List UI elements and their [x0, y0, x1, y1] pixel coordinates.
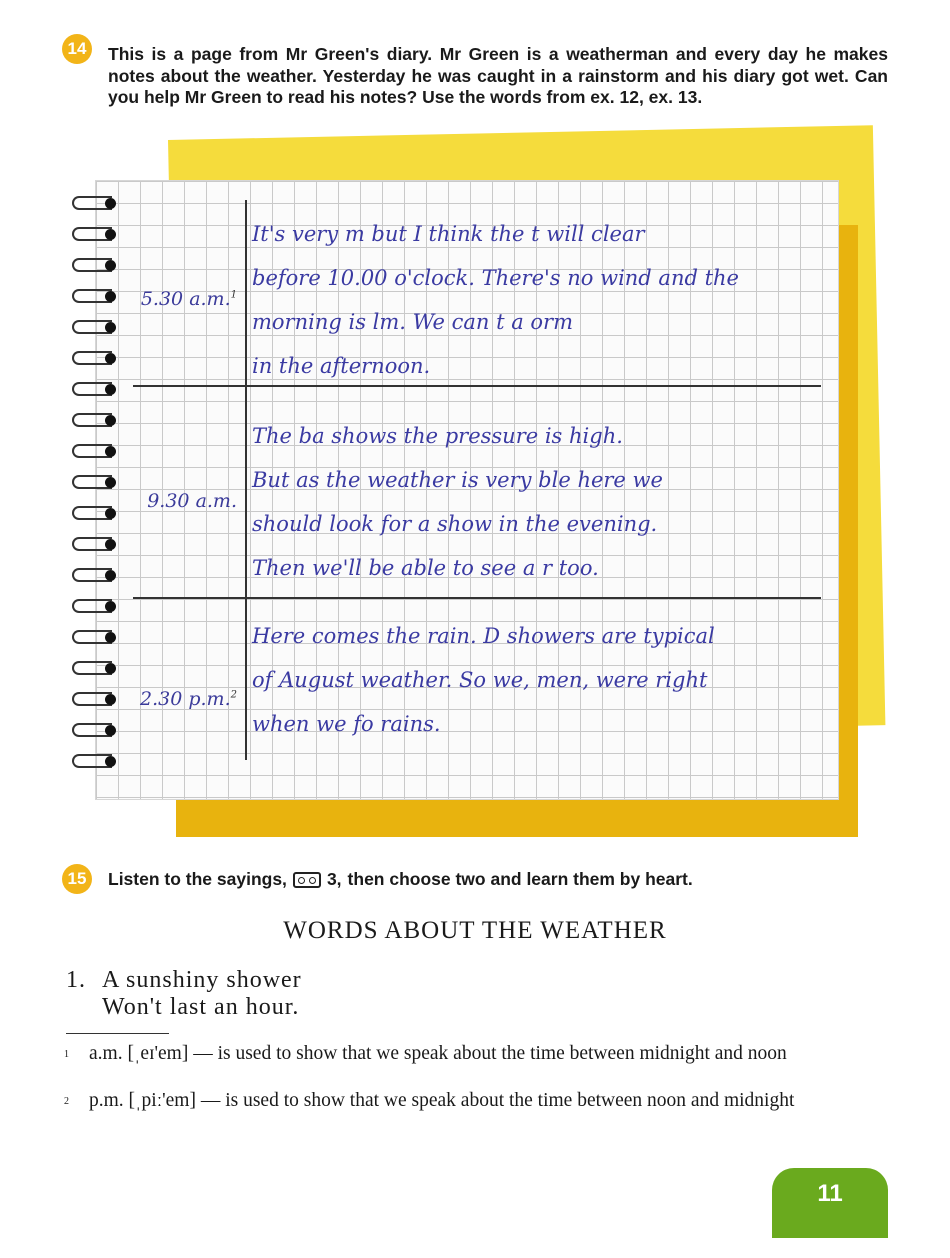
exercise-15-number: 15 [62, 864, 92, 894]
spiral-coil [66, 661, 118, 677]
entry-time [132, 688, 237, 710]
spiral-coil [66, 568, 118, 584]
footnote-text: a.m. [ˌeɪ'em] — is used to show that we speak about the time between midnight and noon [89, 1043, 787, 1064]
spiral-coil [66, 599, 118, 615]
entry-divider-2 [133, 597, 821, 599]
entry-line: The ba shows the pressure is high. [252, 424, 623, 448]
track-number: 3, [326, 869, 342, 889]
binding-hole [105, 601, 116, 612]
footnote-ref: 1 [230, 289, 237, 301]
binding-hole [105, 663, 116, 674]
entry-time-text: 2.30 p.m. [140, 688, 231, 710]
entry-text [252, 212, 739, 388]
spiral-binding [66, 196, 126, 796]
binding-hole [105, 291, 116, 302]
spiral-coil [66, 320, 118, 336]
exercise-14-number: 14 [62, 34, 92, 64]
binding-hole [105, 570, 116, 581]
entry-line: Here comes the rain. D showers are typical [252, 624, 715, 648]
binding-hole [105, 756, 116, 767]
binding-hole [105, 198, 116, 209]
cd-icon [293, 872, 321, 888]
exercise-14-instruction: This is a page from Mr Green's diary. Mr Green is a weatherman and every day he makes notes about the weather. Yesterday he was caught in a rainstorm and his diary got wet. Can you help Mr Green to read his notes? Use the words from ex. 12, ex. 13. [108, 44, 888, 107]
spiral-coil [66, 630, 118, 646]
footnote-text: p.m. [ˌpiː'em] — is used to show that we speak about the time between noon and midnight [89, 1090, 795, 1111]
entry-time-text: 5.30 a.m. [140, 288, 231, 310]
instruction-part: then choose two and learn them by heart. [347, 869, 693, 889]
binding-hole [105, 632, 116, 643]
instruction-part: Listen to the sayings, [108, 869, 287, 889]
spiral-coil [66, 506, 118, 522]
binding-hole [105, 477, 116, 488]
entry-line: morning is lm. We can t a orm [252, 310, 573, 334]
spiral-coil [66, 382, 118, 398]
spiral-coil [66, 444, 118, 460]
binding-hole [105, 322, 116, 333]
binding-hole [105, 384, 116, 395]
time-column-divider [245, 200, 247, 760]
binding-hole [105, 229, 116, 240]
entry-time [132, 490, 237, 512]
exercise-15-instruction [108, 869, 693, 890]
spiral-coil [66, 227, 118, 243]
binding-hole [105, 415, 116, 426]
entry-time [132, 288, 237, 310]
footnote-rule [66, 1033, 169, 1034]
binding-hole [105, 725, 116, 736]
spiral-coil [66, 754, 118, 770]
saying-number: 1. [66, 967, 86, 993]
entry-line: It's very m but I think the t will clear [252, 222, 645, 246]
page-number: 11 [772, 1168, 888, 1238]
binding-hole [105, 353, 116, 364]
saying-line: A sunshiny shower [102, 967, 302, 993]
saying-item [66, 967, 302, 1021]
spiral-coil [66, 475, 118, 491]
entry-line: Then we'll be able to see a r too. [252, 556, 599, 580]
spiral-coil [66, 289, 118, 305]
section-title: WORDS ABOUT THE WEATHER [283, 917, 667, 944]
footnote [64, 1090, 887, 1113]
entry-time-text: 9.30 a.m. [147, 490, 237, 512]
binding-hole [105, 508, 116, 519]
spiral-coil [66, 258, 118, 274]
entry-text [252, 414, 663, 590]
binding-hole [105, 446, 116, 457]
spiral-coil [66, 692, 118, 708]
saying-line: Won't last an hour. [102, 994, 300, 1020]
spiral-coil [66, 413, 118, 429]
binding-hole [105, 694, 116, 705]
entry-text [252, 614, 715, 746]
binding-hole [105, 260, 116, 271]
footnote-mark: 2 [64, 1096, 69, 1107]
binding-hole [105, 539, 116, 550]
spiral-coil [66, 196, 118, 212]
entry-line: of August weather. So we, men, were right [252, 668, 708, 692]
entry-line: in the afternoon. [252, 354, 431, 378]
entry-line: before 10.00 o'clock. There's no wind and the [252, 266, 739, 290]
entry-line: But as the weather is very ble here we [252, 468, 663, 492]
spiral-coil [66, 537, 118, 553]
entry-line: when we fo rains. [252, 712, 441, 736]
footnote-ref: 2 [230, 689, 237, 701]
footnote-mark: 1 [64, 1049, 69, 1060]
spiral-coil [66, 351, 118, 367]
spiral-coil [66, 723, 118, 739]
footnote [64, 1043, 887, 1066]
entry-line: should look for a show in the evening. [252, 512, 658, 536]
